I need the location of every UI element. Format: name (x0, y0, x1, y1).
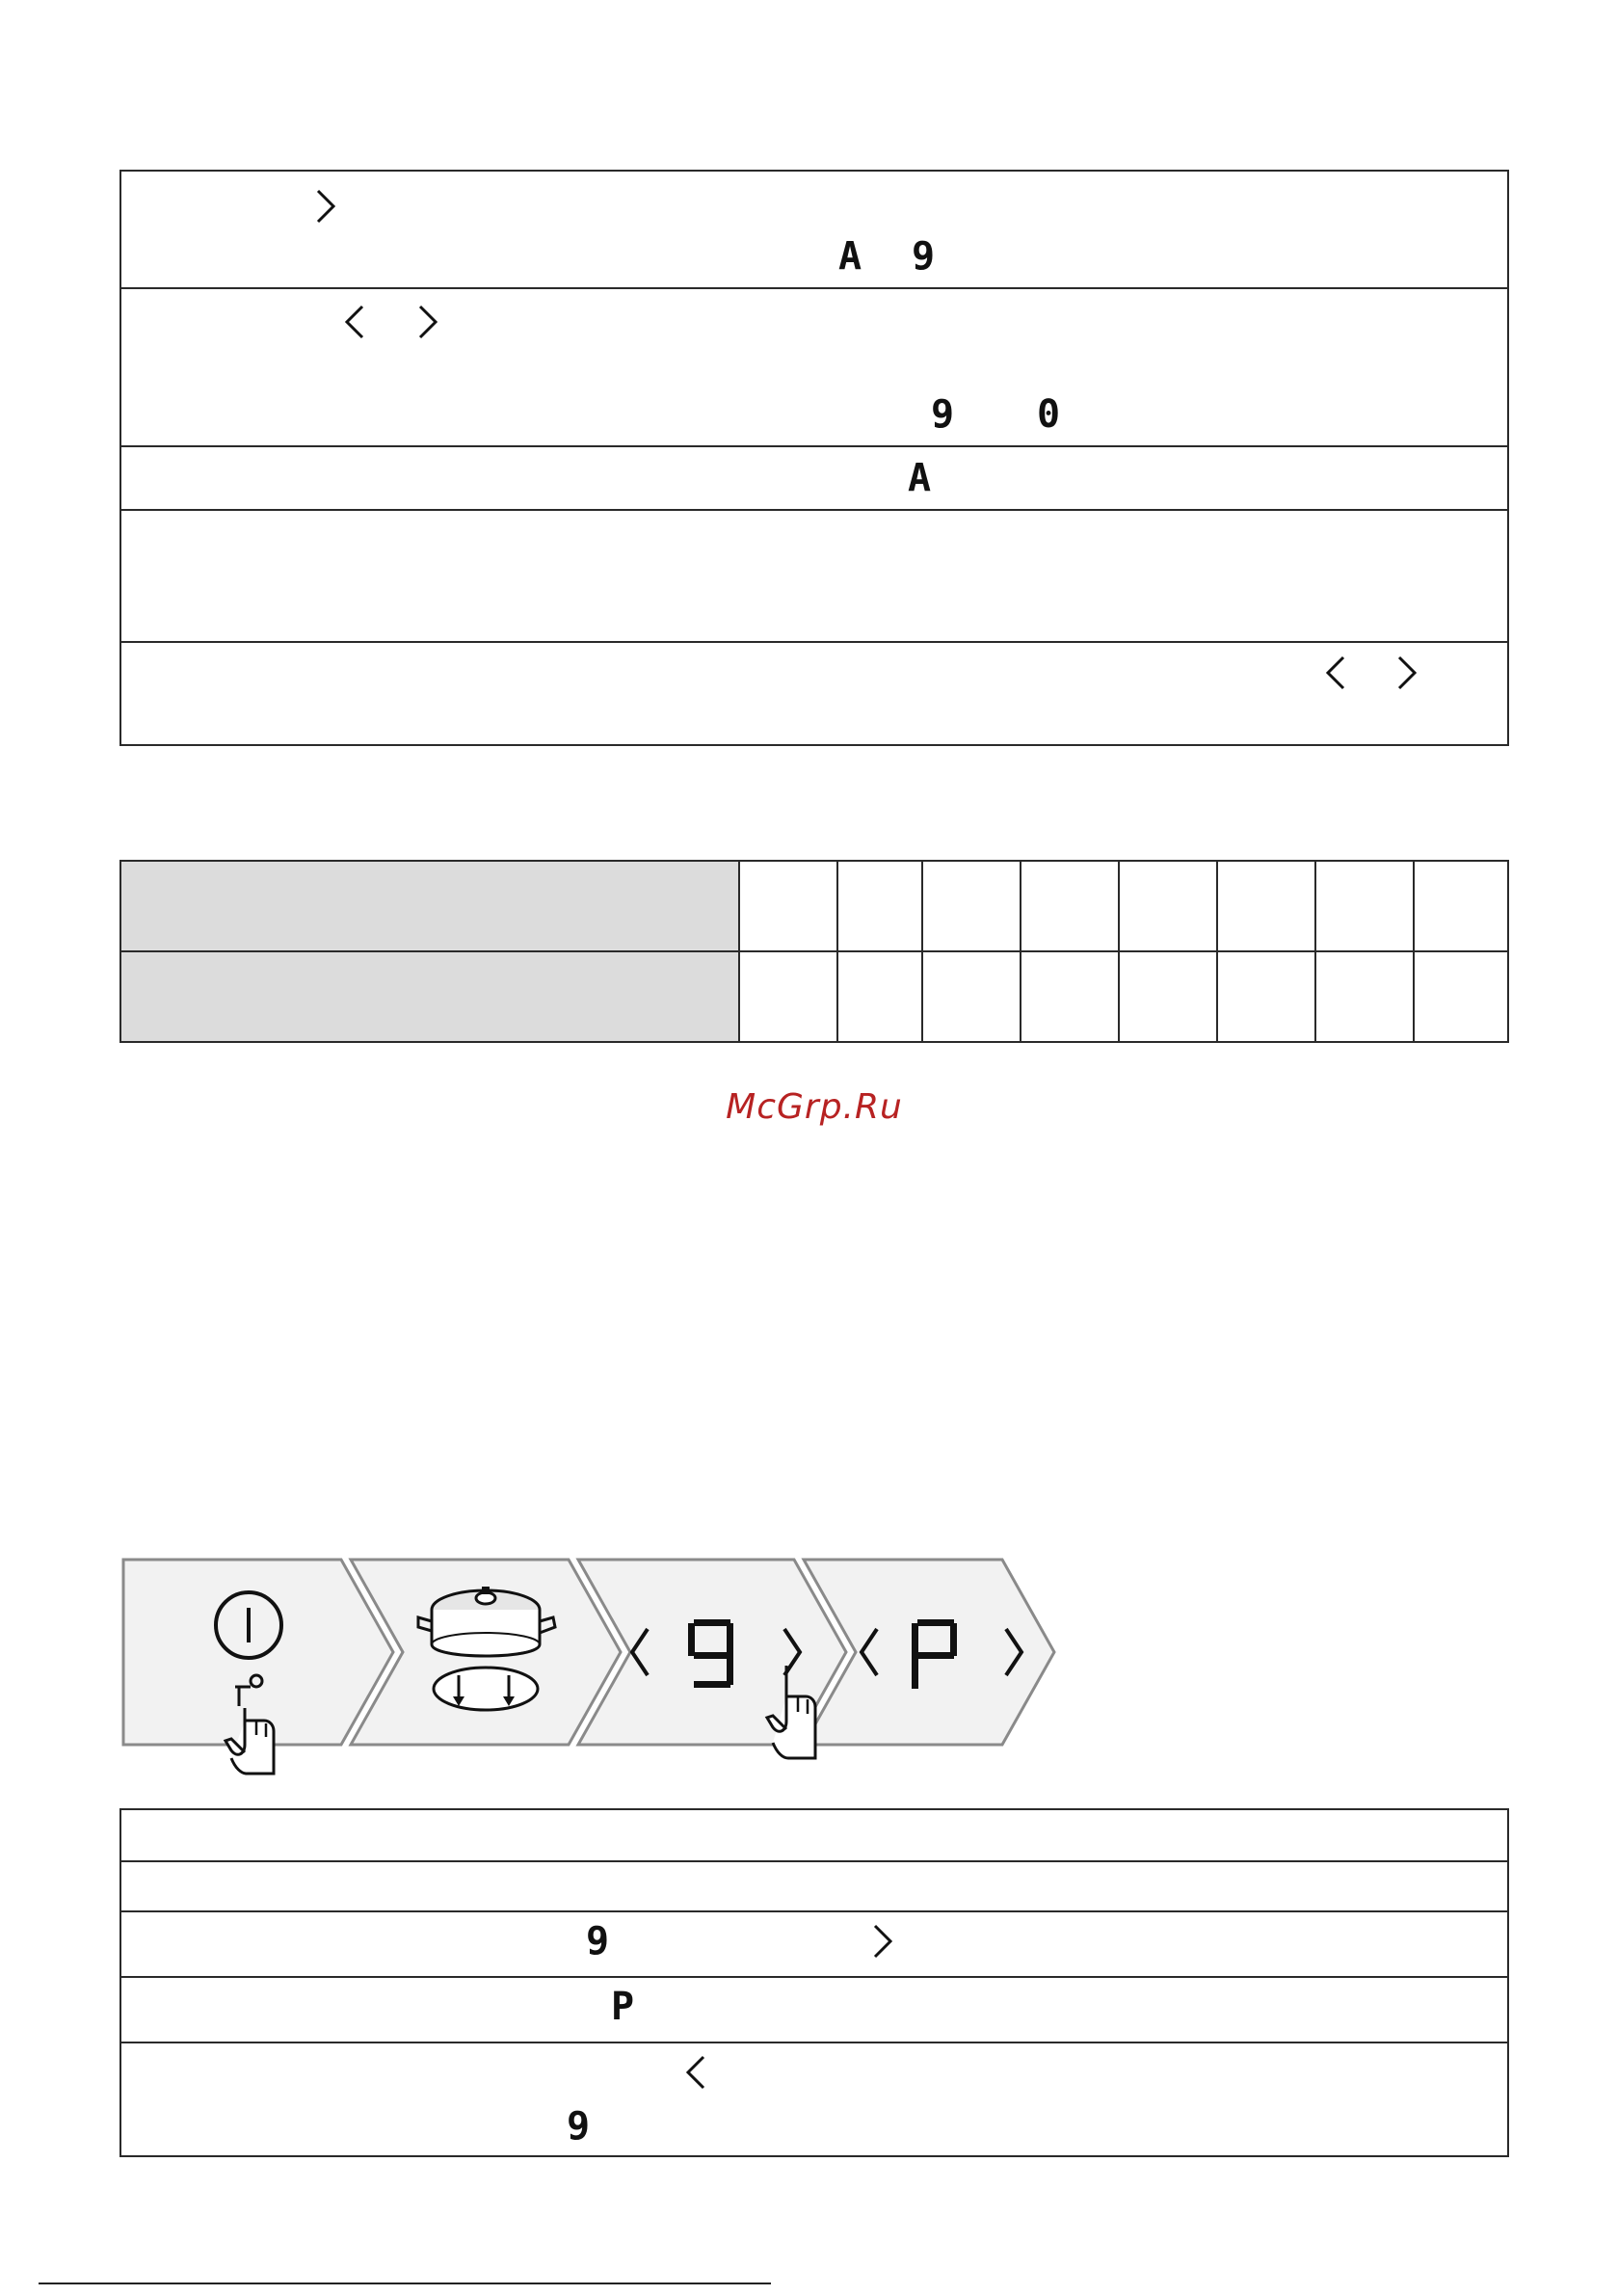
display-glyph-9: 9 (586, 1919, 610, 1963)
display-glyph-9: 9 (912, 234, 936, 279)
arrows-down-icon (434, 1668, 538, 1710)
row-divider (121, 950, 1507, 952)
column-divider (738, 862, 740, 1041)
display-glyph-a: A (908, 456, 932, 500)
row-divider (121, 1910, 1507, 1912)
flow-step-power (123, 1560, 393, 1745)
chevron-left-icon (684, 2053, 707, 2092)
display-glyph-p: P (611, 1985, 635, 2029)
row-divider (121, 1976, 1507, 1978)
display-glyph-a: A (838, 234, 862, 279)
column-divider (1118, 862, 1120, 1041)
row-divider (121, 641, 1507, 643)
boost-flow-diagram (119, 1552, 1064, 1783)
row-divider (121, 287, 1507, 289)
display-glyph-0: 0 (1037, 392, 1061, 437)
column-divider (1020, 862, 1021, 1041)
column-divider (1216, 862, 1218, 1041)
watermark: McGrp.Ru (726, 1087, 903, 1127)
chevron-left-icon (343, 303, 366, 341)
column-divider (1314, 862, 1316, 1041)
chevron-right-icon (871, 1922, 894, 1961)
row-divider (121, 1860, 1507, 1862)
footer-rule (39, 2283, 771, 2284)
chevron-right-icon (1395, 654, 1419, 692)
settings-table (119, 170, 1509, 746)
chevron-right-icon (314, 187, 337, 226)
header-cell (121, 952, 738, 1041)
chevron-right-icon (416, 303, 439, 341)
chevron-left-icon (1324, 654, 1347, 692)
column-divider (921, 862, 923, 1041)
header-cell (121, 862, 738, 950)
display-glyph-9: 9 (931, 392, 955, 437)
display-glyph-9: 9 (567, 2104, 591, 2149)
boost-steps-table (119, 1808, 1509, 2157)
column-divider (836, 862, 838, 1041)
column-divider (1413, 862, 1415, 1041)
level-grid-table (119, 860, 1509, 1043)
row-divider (121, 509, 1507, 511)
row-divider (121, 2042, 1507, 2043)
row-divider (121, 445, 1507, 447)
